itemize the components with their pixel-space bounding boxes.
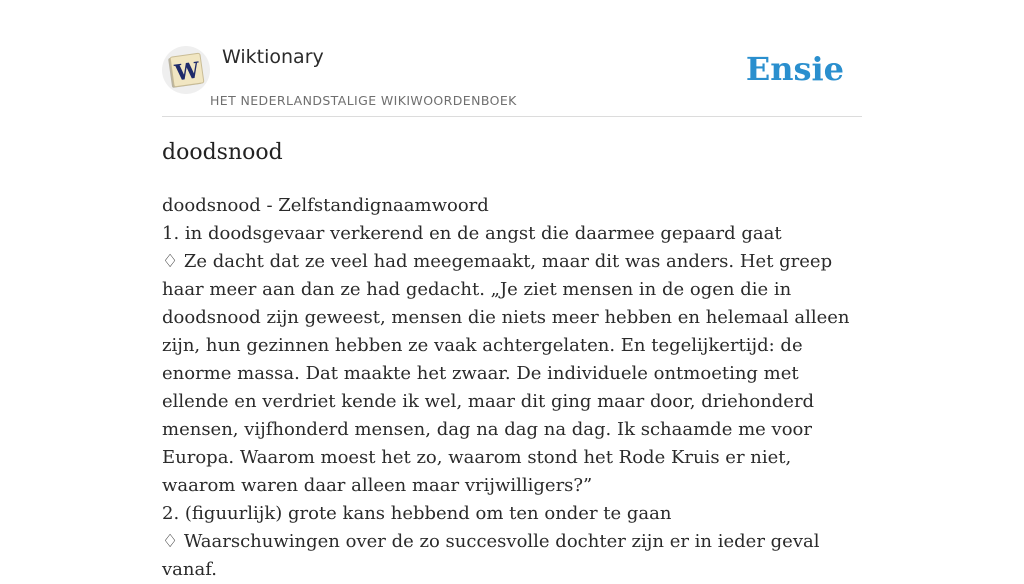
site-name[interactable]: Wiktionary — [222, 46, 324, 68]
site-header — [162, 40, 862, 117]
definition-2: 2. (figuurlijk) grote kans hebbend om ten onder te gaan — [162, 503, 672, 524]
logo-letter: W — [173, 57, 202, 87]
definition-heading: doodsnood - Zelfstandignaamwoord — [162, 195, 489, 216]
page-title: doodsnood — [162, 140, 283, 165]
example-2: ♢ Waarschuwingen over de zo succesvolle dochter zijn er in ieder geval vanaf. — [162, 531, 820, 580]
brand-logo[interactable]: Ensie — [745, 50, 844, 88]
site-tagline: HET NEDERLANDSTALIGE WIKIWOORDENBOEK — [210, 93, 517, 108]
example-1: ♢ Ze dacht dat ze veel had meegemaakt, maar dit was anders. Het greep haar meer aan dan ze had gedacht. „Je ziet mensen in de ogen die in doodsnood zijn geweest, mensen die niets meer hebben en helemaal alleen zijn, hun gezinnen hebben ze vaak achtergelaten. En tegelijkertijd: de enorme massa. Dat maakte het zwaar. De individuele ontmoeting met ellende en verdriet kende ik wel, maar dit ging maar door, driehonderd mensen, vijfhonderd mensen, dag na dag na dag. Ik schaamde me voor Europa. Waarom moest het zo, waarom stond het Rode Kruis er niet, waarom waren daar alleen maar vrijwilligers?” — [162, 251, 850, 496]
definition-1: 1. in doodsgevaar verkerend en de angst die daarmee gepaard gaat — [162, 223, 782, 244]
article-body — [162, 192, 868, 584]
wiktionary-logo-icon[interactable] — [162, 46, 210, 94]
